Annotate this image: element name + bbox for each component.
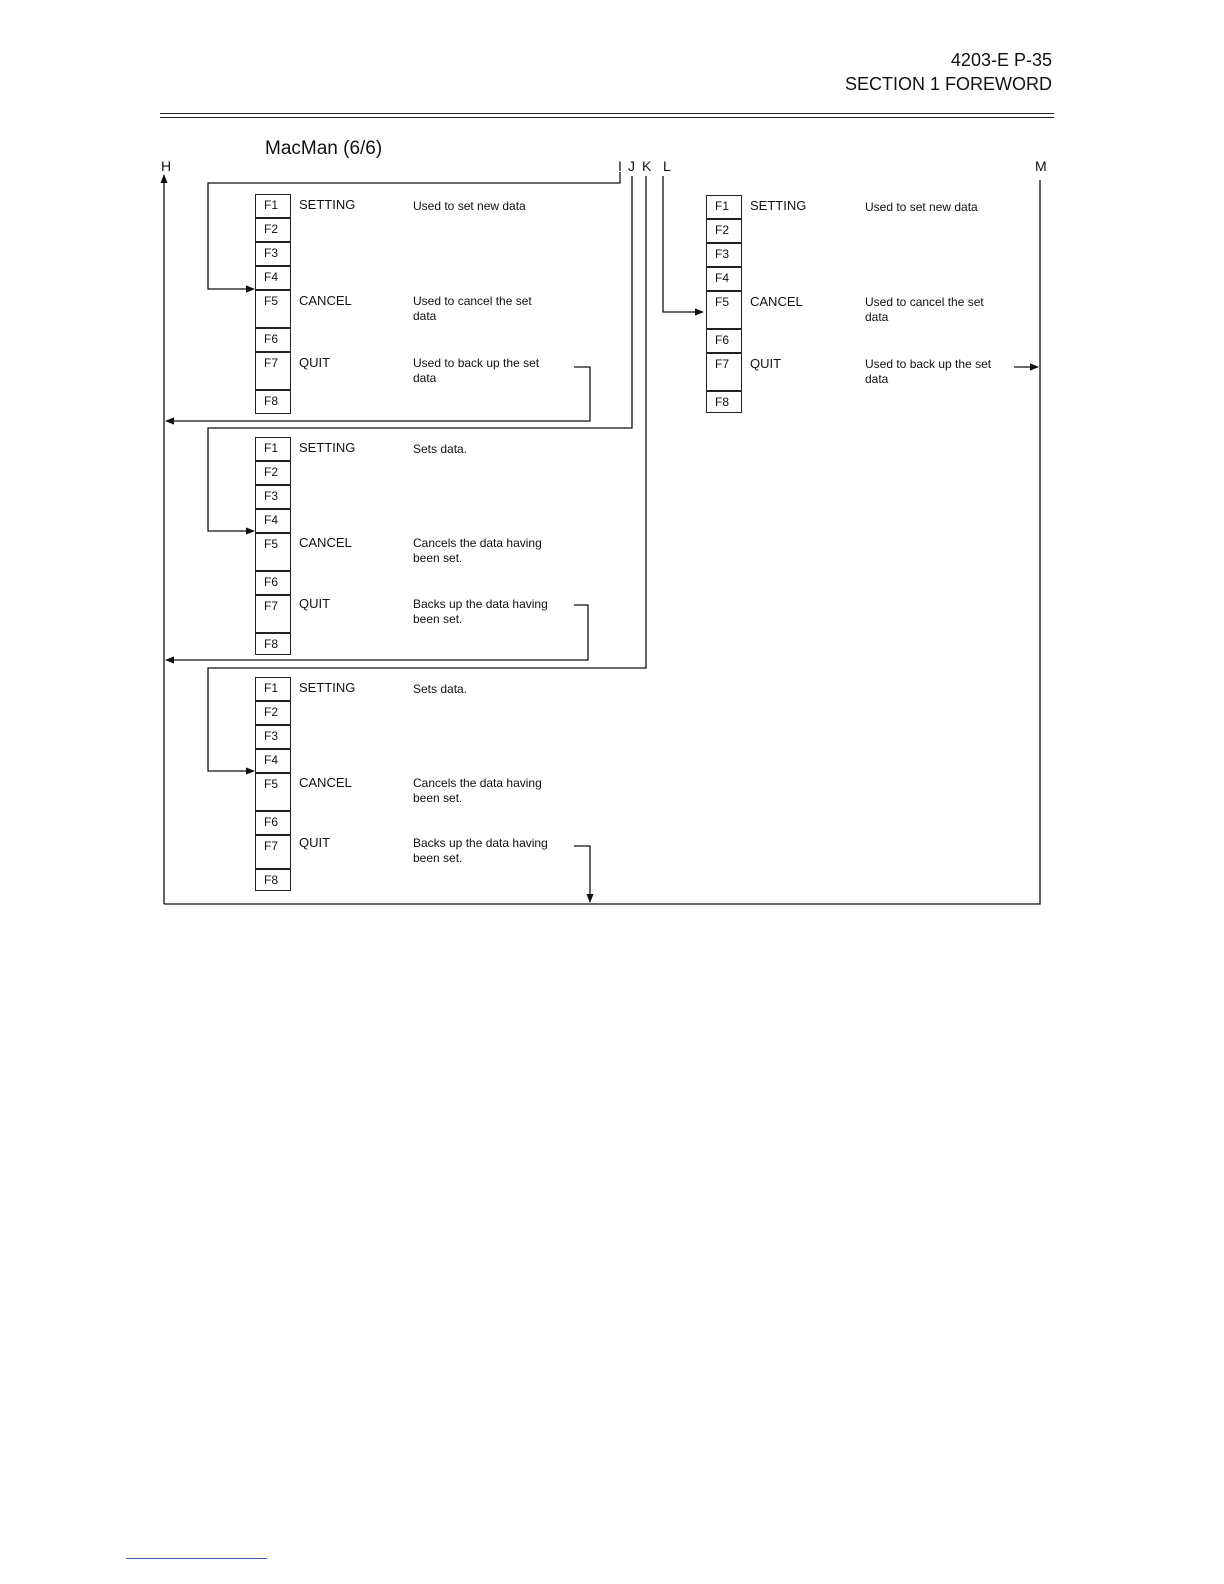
point-j: J — [628, 158, 635, 174]
f2-key[interactable]: F2 — [706, 219, 742, 243]
cancel-label: CANCEL — [299, 535, 352, 550]
setting-label: SETTING — [299, 440, 356, 455]
setting-label: SETTING — [299, 680, 356, 695]
f3-key[interactable]: F3 — [706, 243, 742, 267]
f4-key[interactable]: F4 — [706, 267, 742, 291]
f3-key[interactable]: F3 — [255, 242, 291, 266]
f1-key[interactable]: F1 — [255, 437, 291, 461]
f7-key[interactable]: F7 — [706, 353, 742, 391]
quit-label: QUIT — [299, 596, 331, 611]
f5-key[interactable]: F5 — [255, 533, 291, 571]
setting-description: Used to set new data — [413, 199, 526, 213]
cancel-description: Cancels the data having been set. — [413, 536, 542, 565]
point-l: L — [663, 158, 671, 174]
f8-key[interactable]: F8 — [706, 391, 742, 413]
f2-key[interactable]: F2 — [255, 461, 291, 485]
f8-key[interactable]: F8 — [255, 633, 291, 655]
line-l — [663, 176, 703, 312]
cancel-description: Used to cancel the set data — [413, 294, 532, 323]
f4-key[interactable]: F4 — [255, 509, 291, 533]
f7-key[interactable]: F7 — [255, 352, 291, 390]
quit-description: Backs up the data having been set. — [413, 597, 548, 626]
cancel-description: Used to cancel the set data — [865, 295, 984, 324]
f6-key[interactable]: F6 — [255, 328, 291, 352]
page-id: 4203-E P-35 — [950, 50, 1052, 70]
quit-description: Used to back up the set data — [865, 357, 992, 386]
quit-label: QUIT — [299, 355, 331, 370]
point-k: K — [642, 158, 652, 174]
setting-description: Sets data. — [413, 682, 468, 696]
section-title: SECTION 1 FOREWORD — [844, 74, 1052, 94]
diagram-title: MacMan (6/6) — [265, 138, 383, 159]
f7-key[interactable]: F7 — [255, 595, 291, 633]
f1-key[interactable]: F1 — [255, 677, 291, 701]
menu-2 — [255, 437, 635, 667]
f8-key[interactable]: F8 — [255, 390, 291, 414]
quit-description: Backs up the data having been set. — [413, 836, 548, 865]
footer-rule — [126, 1558, 267, 1559]
point-h: H — [161, 158, 172, 174]
f1-key[interactable]: F1 — [706, 195, 742, 219]
point-m: M — [1035, 158, 1047, 174]
menu-4 — [706, 195, 1086, 425]
cancel-label: CANCEL — [750, 294, 803, 309]
quit-description: Used to back up the set data — [413, 356, 540, 385]
setting-description: Used to set new data — [865, 200, 978, 214]
f4-key[interactable]: F4 — [255, 266, 291, 290]
point-i: I — [618, 158, 622, 174]
f1-key[interactable]: F1 — [255, 194, 291, 218]
f6-key[interactable]: F6 — [706, 329, 742, 353]
f3-key[interactable]: F3 — [255, 725, 291, 749]
setting-label: SETTING — [299, 197, 356, 212]
f6-key[interactable]: F6 — [255, 571, 291, 595]
quit-label: QUIT — [750, 356, 782, 371]
f2-key[interactable]: F2 — [255, 218, 291, 242]
cancel-description: Cancels the data having been set. — [413, 776, 542, 805]
menu-1 — [255, 194, 635, 424]
menu-3 — [255, 677, 635, 907]
cancel-label: CANCEL — [299, 293, 352, 308]
f5-key[interactable]: F5 — [255, 290, 291, 328]
f6-key[interactable]: F6 — [255, 811, 291, 835]
f2-key[interactable]: F2 — [255, 701, 291, 725]
setting-description: Sets data. — [413, 442, 468, 456]
setting-label: SETTING — [750, 198, 807, 213]
quit-label: QUIT — [299, 835, 331, 850]
f5-key[interactable]: F5 — [255, 773, 291, 811]
cancel-label: CANCEL — [299, 775, 352, 790]
f4-key[interactable]: F4 — [255, 749, 291, 773]
f7-key[interactable]: F7 — [255, 835, 291, 869]
f8-key[interactable]: F8 — [255, 869, 291, 891]
f5-key[interactable]: F5 — [706, 291, 742, 329]
f3-key[interactable]: F3 — [255, 485, 291, 509]
